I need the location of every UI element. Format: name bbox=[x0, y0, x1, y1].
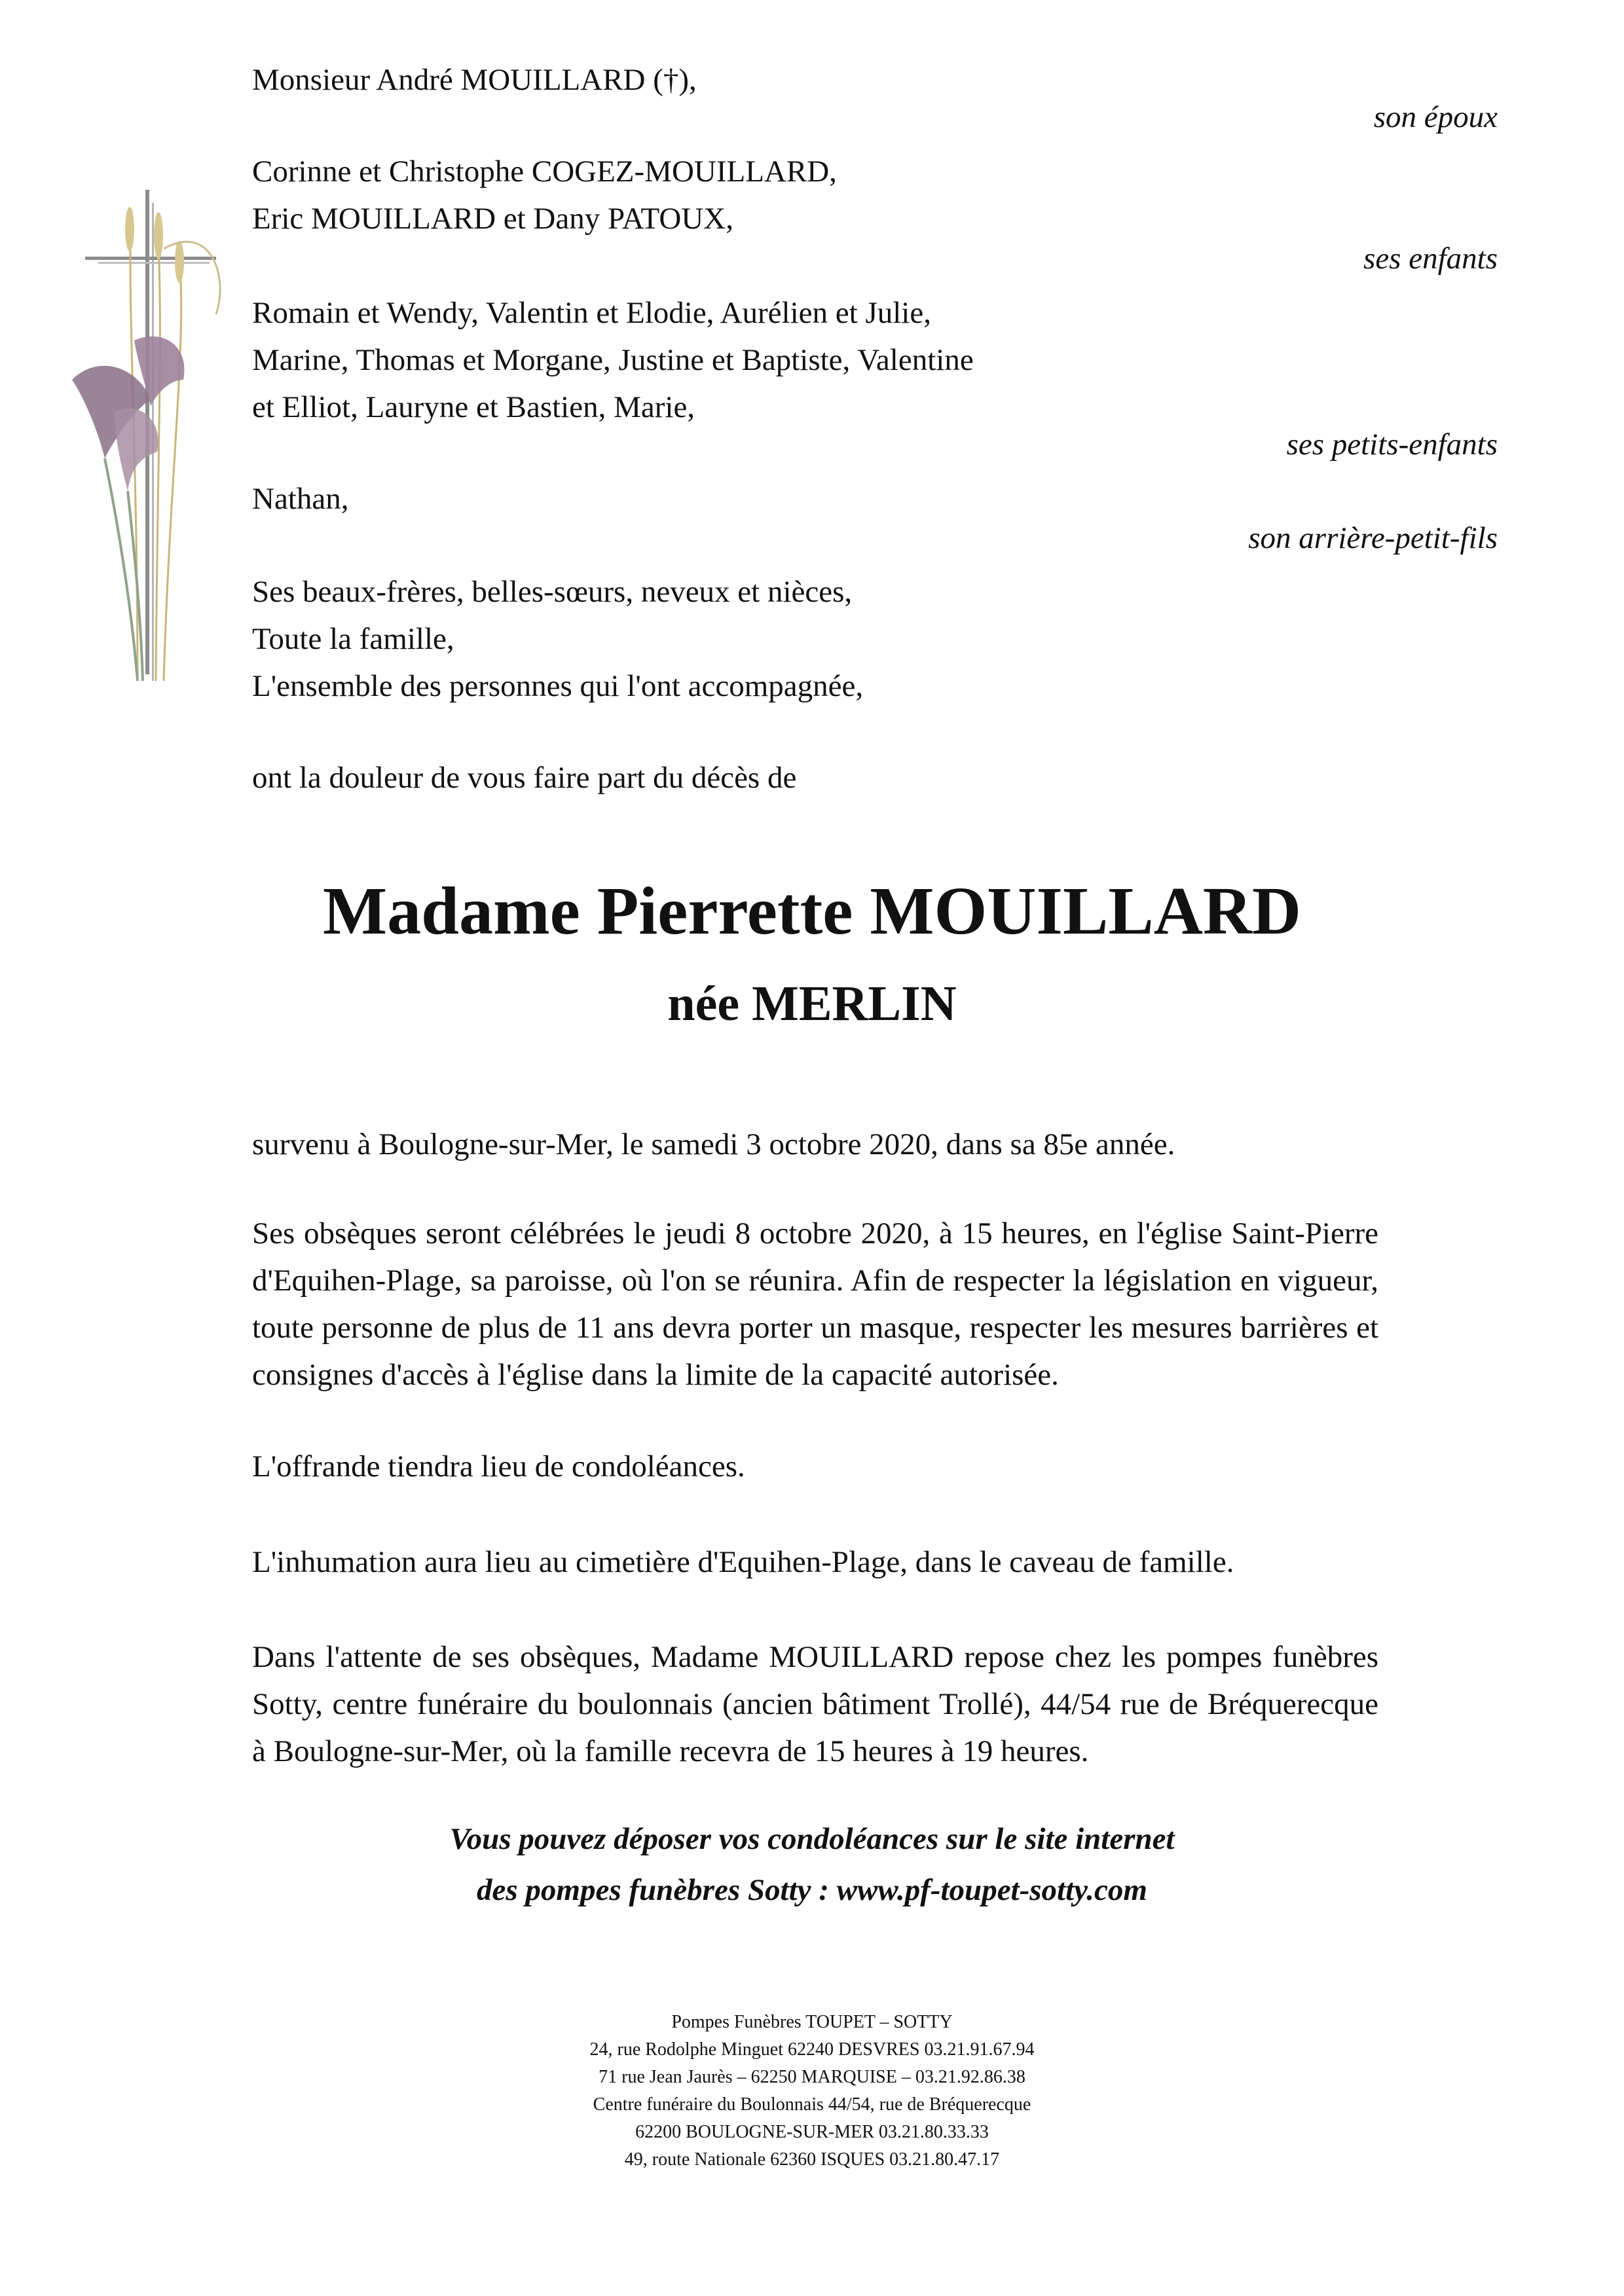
relatives-line: Ses beaux-frères, belles-sœurs, neveux et nièces, bbox=[252, 575, 853, 609]
great-grandchild-role: son arrière-petit-fils bbox=[1248, 521, 1498, 555]
condolences-website-line[interactable]: des pompes funèbres Sotty : www.pf-toupet-sotty.com bbox=[477, 1873, 1147, 1907]
rest-paragraph: Dans l'attente de ses obsèques, Madame MOUILLARD repose chez les pompes funèbres Sotty, centre funéraire du boulonnais (ancien bâtiment Trollé), 44/54 rue de Bréquerecque à Boulogne-sur-Mer, où la famille recevra de 15 heures à 19 heures. bbox=[252, 1640, 1378, 1768]
condolences-notice bbox=[0, 1813, 1624, 1916]
funeral-paragraph: Ses obsèques seront célébrées le jeudi 8 octobre 2020, à 15 heures, en l'église Saint-Pierre d'Equihen-Plage, sa paroisse, où l'on se réunira. Afin de respecter la législation en vigueur, toute personne de plus de 11 ans devra porter un masque, respecter les mesures barrières et consignes d'accès à l'église dans la limite de la capacité autorisée. bbox=[252, 1216, 1378, 1392]
footer-address-marquise: 71 rue Jean Jaurès – 62250 MARQUISE – 03.21.92.86.38 bbox=[599, 2067, 1025, 2087]
grandchildren-line: et Elliot, Lauryne et Bastien, Marie, bbox=[252, 390, 695, 424]
children-role: ses enfants bbox=[1363, 242, 1498, 276]
footer-address-desvres: 24, rue Rodolphe Minguet 62240 DESVRES 03.21.91.67.94 bbox=[589, 2039, 1035, 2060]
offering-paragraph: L'offrande tiendra lieu de condoléances. bbox=[252, 1449, 745, 1484]
grandchildren-line: Romain et Wendy, Valentin et Elodie, Aurélien et Julie, bbox=[252, 296, 931, 330]
grandchildren-line: Marine, Thomas et Morgane, Justine et Baptiste, Valentine bbox=[252, 343, 974, 377]
grandchildren-list bbox=[252, 289, 1365, 431]
other-relatives bbox=[252, 568, 1365, 710]
footer-company: Pompes Funèbres TOUPET – SOTTY bbox=[671, 2012, 953, 2032]
great-grandchild-name: Nathan, bbox=[252, 482, 349, 516]
deceased-name: Madame Pierrette MOUILLARD bbox=[322, 873, 1302, 949]
spouse-name: Monsieur André MOUILLARD (†), bbox=[252, 63, 697, 97]
footer-address-boulogne: 62200 BOULOGNE-SUR-MER 03.21.80.33.33 bbox=[635, 2122, 989, 2142]
spouse-role: son époux bbox=[1373, 100, 1498, 134]
footer-address-isques: 49, route Nationale 62360 ISQUES 03.21.80.47.17 bbox=[624, 2149, 1000, 2170]
children-list bbox=[252, 148, 1365, 242]
calla-lily-icon bbox=[72, 337, 185, 681]
death-paragraph: survenu à Boulogne-sur-Mer, le samedi 3 octobre 2020, dans sa 85e année. bbox=[252, 1127, 1175, 1161]
announcement-text: ont la douleur de vous faire part du décès de bbox=[252, 761, 797, 795]
funeral-home-footer bbox=[0, 2009, 1624, 2174]
children-line: Eric MOUILLARD et Dany PATOUX, bbox=[252, 202, 733, 236]
condolences-line: Vous pouvez déposer vos condoléances sur le site internet bbox=[449, 1822, 1175, 1856]
deceased-maiden-name: née MERLIN bbox=[667, 976, 957, 1031]
children-line: Corinne et Christophe COGEZ-MOUILLARD, bbox=[252, 155, 837, 189]
cross-lily-ornament-icon bbox=[59, 183, 229, 694]
relatives-line: L'ensemble des personnes qui l'ont accompagnée, bbox=[252, 669, 864, 703]
relatives-line: Toute la famille, bbox=[252, 622, 454, 656]
footer-center-boulonnais: Centre funéraire du Boulonnais 44/54, rue de Bréquerecque bbox=[593, 2094, 1031, 2115]
burial-paragraph: L'inhumation aura lieu au cimetière d'Equihen-Plage, dans le caveau de famille. bbox=[252, 1545, 1234, 1579]
grandchildren-role: ses petits-enfants bbox=[1286, 428, 1498, 462]
